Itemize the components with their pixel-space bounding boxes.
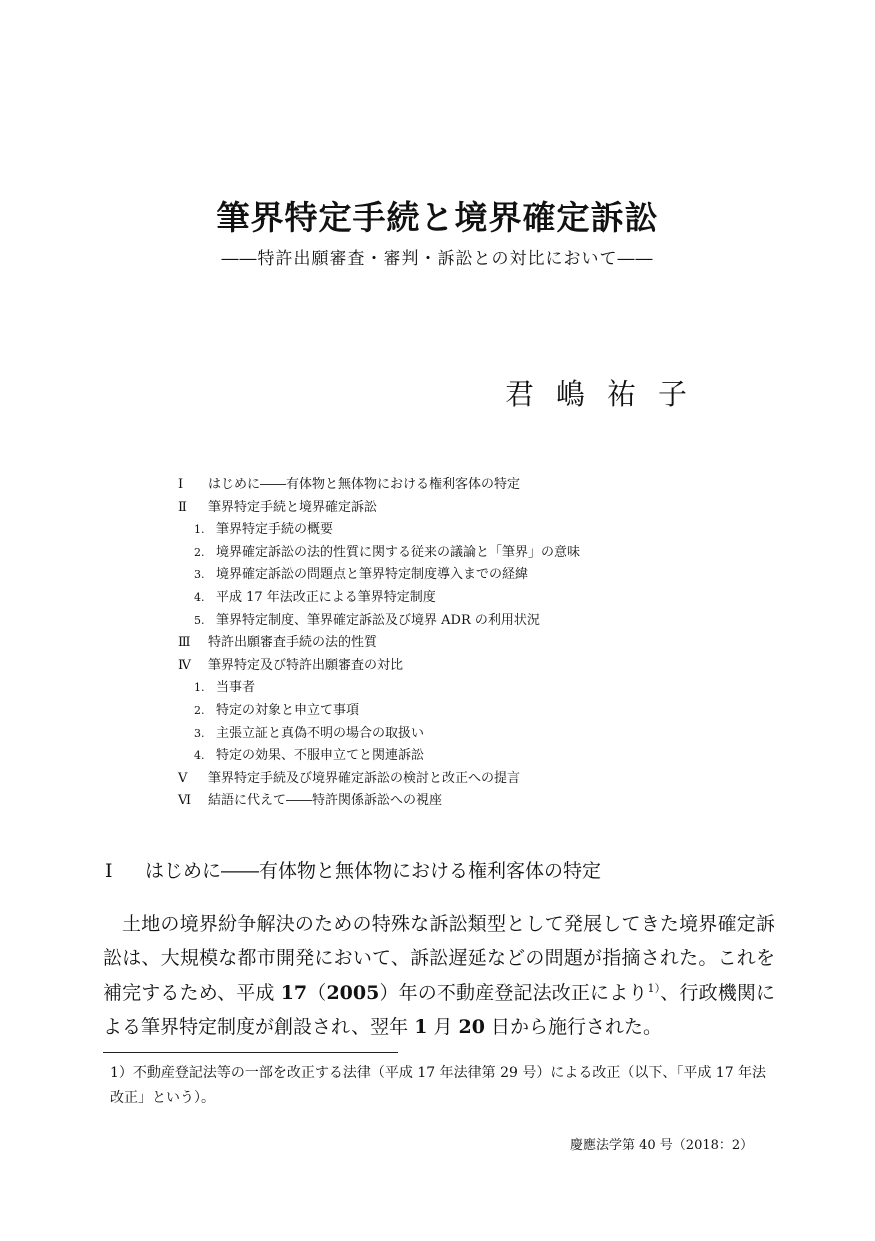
toc-text: 特許出願審査手続の法的性質: [208, 635, 378, 651]
toc-item[interactable]: [178, 768, 738, 791]
toc-text: はじめに――有体物と無体物における権利客体の特定: [208, 477, 521, 492]
toc-subitem[interactable]: [178, 542, 738, 565]
toc-text: 筆界特定及び特許出願審査の対比: [208, 657, 404, 673]
body-text: 日から施行された。: [484, 1015, 663, 1038]
toc-item[interactable]: [178, 632, 738, 655]
toc-number: 1.: [194, 523, 205, 537]
toc-text: 結語に代えて――特許関係訴訟への視座: [208, 793, 443, 809]
toc-number: 3.: [194, 726, 205, 740]
body-text: 、行政機関による筆界特定制度が創設され、翌年: [103, 981, 775, 1038]
toc-number: 1.: [194, 681, 205, 695]
author-name: 君嶋祐子: [505, 377, 710, 411]
body-text: ）年の不動産登記法改正により: [379, 981, 648, 1004]
toc-text: 当事者: [216, 680, 256, 696]
toc-text: 特定の対象と申立て事項: [216, 702, 360, 718]
body-number: 1: [414, 1015, 428, 1038]
toc-item[interactable]: [178, 497, 738, 520]
toc-number: Ⅵ: [178, 793, 192, 809]
section-number: Ⅰ: [105, 860, 113, 882]
toc-item[interactable]: [178, 474, 738, 497]
toc-number: 4.: [194, 590, 205, 604]
body-number: 17: [280, 981, 308, 1004]
toc-subitem[interactable]: [178, 587, 738, 610]
toc-text: 筆界特定手続の概要: [216, 522, 334, 538]
toc-number: Ⅰ: [178, 477, 184, 492]
footnote-divider: [103, 1052, 398, 1053]
toc-number: Ⅲ: [178, 635, 191, 651]
body-text: 月: [427, 1015, 459, 1038]
toc-number: Ⅳ: [178, 657, 191, 673]
toc-subitem[interactable]: [178, 677, 738, 700]
toc-item[interactable]: [178, 655, 738, 678]
body-number: 20: [458, 1015, 485, 1038]
toc-number: 2.: [194, 703, 205, 717]
toc-number: 5.: [194, 613, 205, 627]
toc-number: 2.: [194, 545, 205, 559]
toc-number: 4.: [194, 749, 205, 763]
toc-subitem[interactable]: [178, 610, 738, 633]
toc-text: 境界確定訴訟の問題点と筆界特定制度導入までの経緯: [216, 567, 529, 583]
toc-subitem[interactable]: [178, 519, 738, 542]
toc-text: 筆界特定制度、筆界確定訴訟及び境界 ADR の利用状況: [216, 612, 540, 628]
section-title: はじめに――有体物と無体物における権利客体の特定: [145, 860, 602, 882]
toc-text: 筆界特定手続及び境界確定訴訟の検討と改正への提言: [208, 770, 521, 786]
body-number: 2005: [326, 981, 380, 1004]
footnote-reference[interactable]: 1）: [647, 981, 661, 995]
toc-text: 境界確定訴訟の法的性質に関する従来の議論と「筆界」の意味: [216, 544, 581, 560]
toc-item[interactable]: [178, 790, 738, 813]
toc-number: Ⅴ: [178, 770, 188, 786]
article-subtitle: ――特許出願審査・審判・訴訟との対比において――: [221, 249, 654, 269]
body-text: （: [307, 981, 327, 1004]
toc-subitem[interactable]: [178, 723, 738, 746]
toc-text: 平成 17 年法改正による筆界特定制度: [216, 589, 436, 605]
toc-number: Ⅱ: [178, 499, 187, 515]
table-of-contents: [178, 474, 738, 813]
toc-subitem[interactable]: [178, 564, 738, 587]
body-text: 土地の境界紛争解決のための特殊な訴訟類型として発展してきた境界確定訴訟は、大規模な都市開発において、訴訟遅延などの問題が指摘された。これを補完するため、平成: [103, 913, 775, 1004]
toc-text: 筆界特定手続と境界確定訴訟: [208, 499, 378, 515]
toc-text: 特定の効果、不服申立てと関連訴訟: [216, 748, 425, 764]
article-title: 筆界特定手続と境界確定訴訟: [216, 198, 659, 237]
toc-subitem[interactable]: [178, 700, 738, 723]
body-paragraph: [103, 907, 775, 1044]
section-heading: [105, 856, 601, 883]
journal-footer: 慶應法学第 40 号（2018：2）: [570, 1138, 754, 1153]
toc-subitem[interactable]: [178, 745, 738, 768]
toc-text: 主張立証と真偽不明の場合の取扱い: [216, 725, 425, 741]
footnote: 1）不動産登記法等の一部を改正する法律（平成 17 年法律第 29 号）による改正（以下、「平成 17 年法改正」という）。: [110, 1065, 767, 1106]
toc-number: 3.: [194, 568, 205, 582]
